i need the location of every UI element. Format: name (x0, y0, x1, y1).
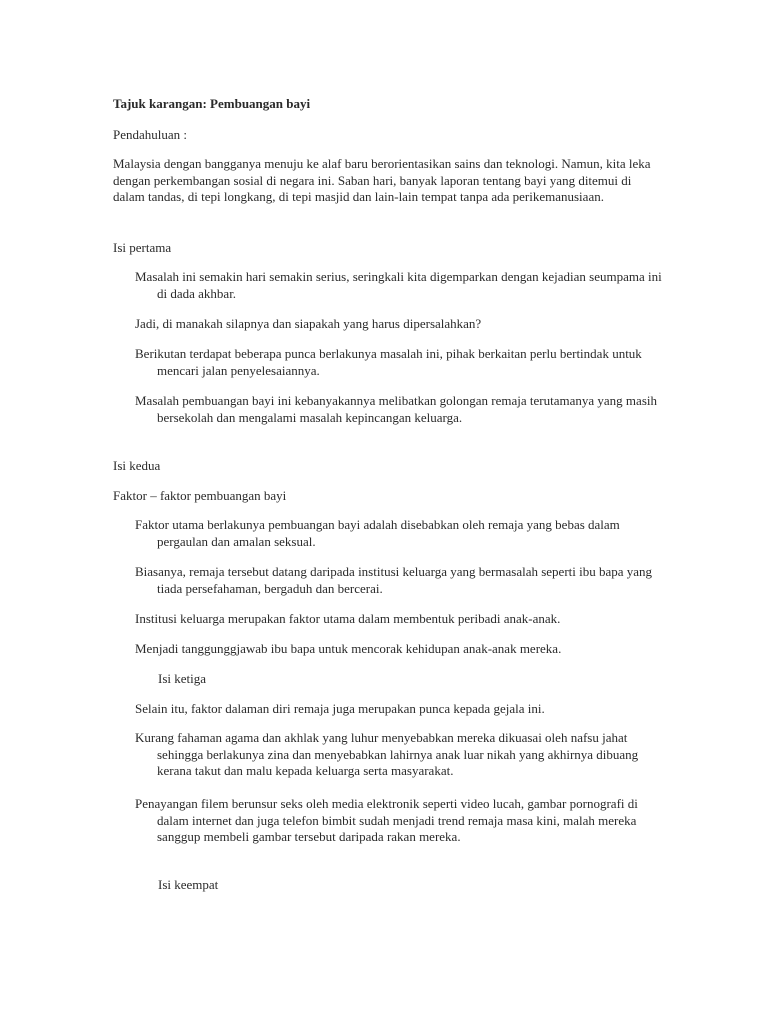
section-heading-isi-ketiga: Isi ketiga (158, 671, 207, 686)
section2-point: Menjadi tanggunggjawab ibu bapa untuk mencorak kehidupan anak-anak mereka. (135, 641, 562, 656)
section2-point: Biasanya, remaja tersebut datang daripada institusi keluarga yang bermasalah seperti ibu bapa yang tiada persefahaman, bergaduh dan bercerai. (135, 564, 653, 596)
document-title: Tajuk karangan: Pembuangan bayi (113, 96, 311, 111)
section1-point: Berikutan terdapat beberapa punca berlakunya masalah ini, pihak berkaitan perlu bertindak untuk mencari jalan penyelesaiannya. (135, 346, 642, 378)
section-heading-isi-kedua: Isi kedua (113, 458, 161, 473)
intro-paragraph: Malaysia dengan bangganya menuju ke alaf baru berorientasikan sains dan teknologi. Namun, kita leka dengan perkembangan sosial di negara ini. Saban hari, banyak laporan tentang bayi yang ditemui di dalam tandas, di tepi longkang, di tepi masjid dan lain-lain tempat tanpa ada perikemanusiaan. (113, 156, 651, 204)
section2-point: Faktor utama berlakunya pembuangan bayi adalah disebabkan oleh remaja yang bebas dalam pergaulan dan amalan seksual. (135, 517, 620, 549)
section-heading-isi-pertama: Isi pertama (113, 240, 172, 255)
section2-subheading: Faktor – faktor pembuangan bayi (113, 488, 287, 503)
section1-point: Jadi, di manakah silapnya dan siapakah yang harus dipersalahkan? (135, 316, 482, 331)
section3-point: Selain itu, faktor dalaman diri remaja juga merupakan punca kepada gejala ini. (135, 701, 545, 716)
section3-point: Penayangan filem berunsur seks oleh media elektronik seperti video lucah, gambar pornografi di dalam internet dan juga telefon bimbit sudah menjadi trend remaja masa kini, malah mereka sanggup membeli gambar tersebut daripada rakan mereka. (135, 796, 638, 844)
section2-point: Institusi keluarga merupakan faktor utama dalam membentuk peribadi anak-anak. (135, 611, 561, 626)
section1-point: Masalah pembuangan bayi ini kebanyakannya melibatkan golongan remaja terutamanya yang masih bersekolah dan mengalami masalah kepincangan keluarga. (135, 393, 657, 425)
section3-point: Kurang fahaman agama dan akhlak yang luhur menyebabkan mereka dikuasai oleh nafsu jahat sehingga berlakunya zina dan menyebabkan lahirnya anak luar nikah yang akhirnya dibuang kerana takut dan malu kepada keluarga serta masyarakat. (135, 730, 639, 778)
intro-heading: Pendahuluan : (113, 127, 188, 142)
section-heading-isi-keempat: Isi keempat (158, 877, 219, 892)
section1-point: Masalah ini semakin hari semakin serius, seringkali kita digemparkan dengan kejadian seumpama ini di dada akhbar. (135, 269, 662, 301)
